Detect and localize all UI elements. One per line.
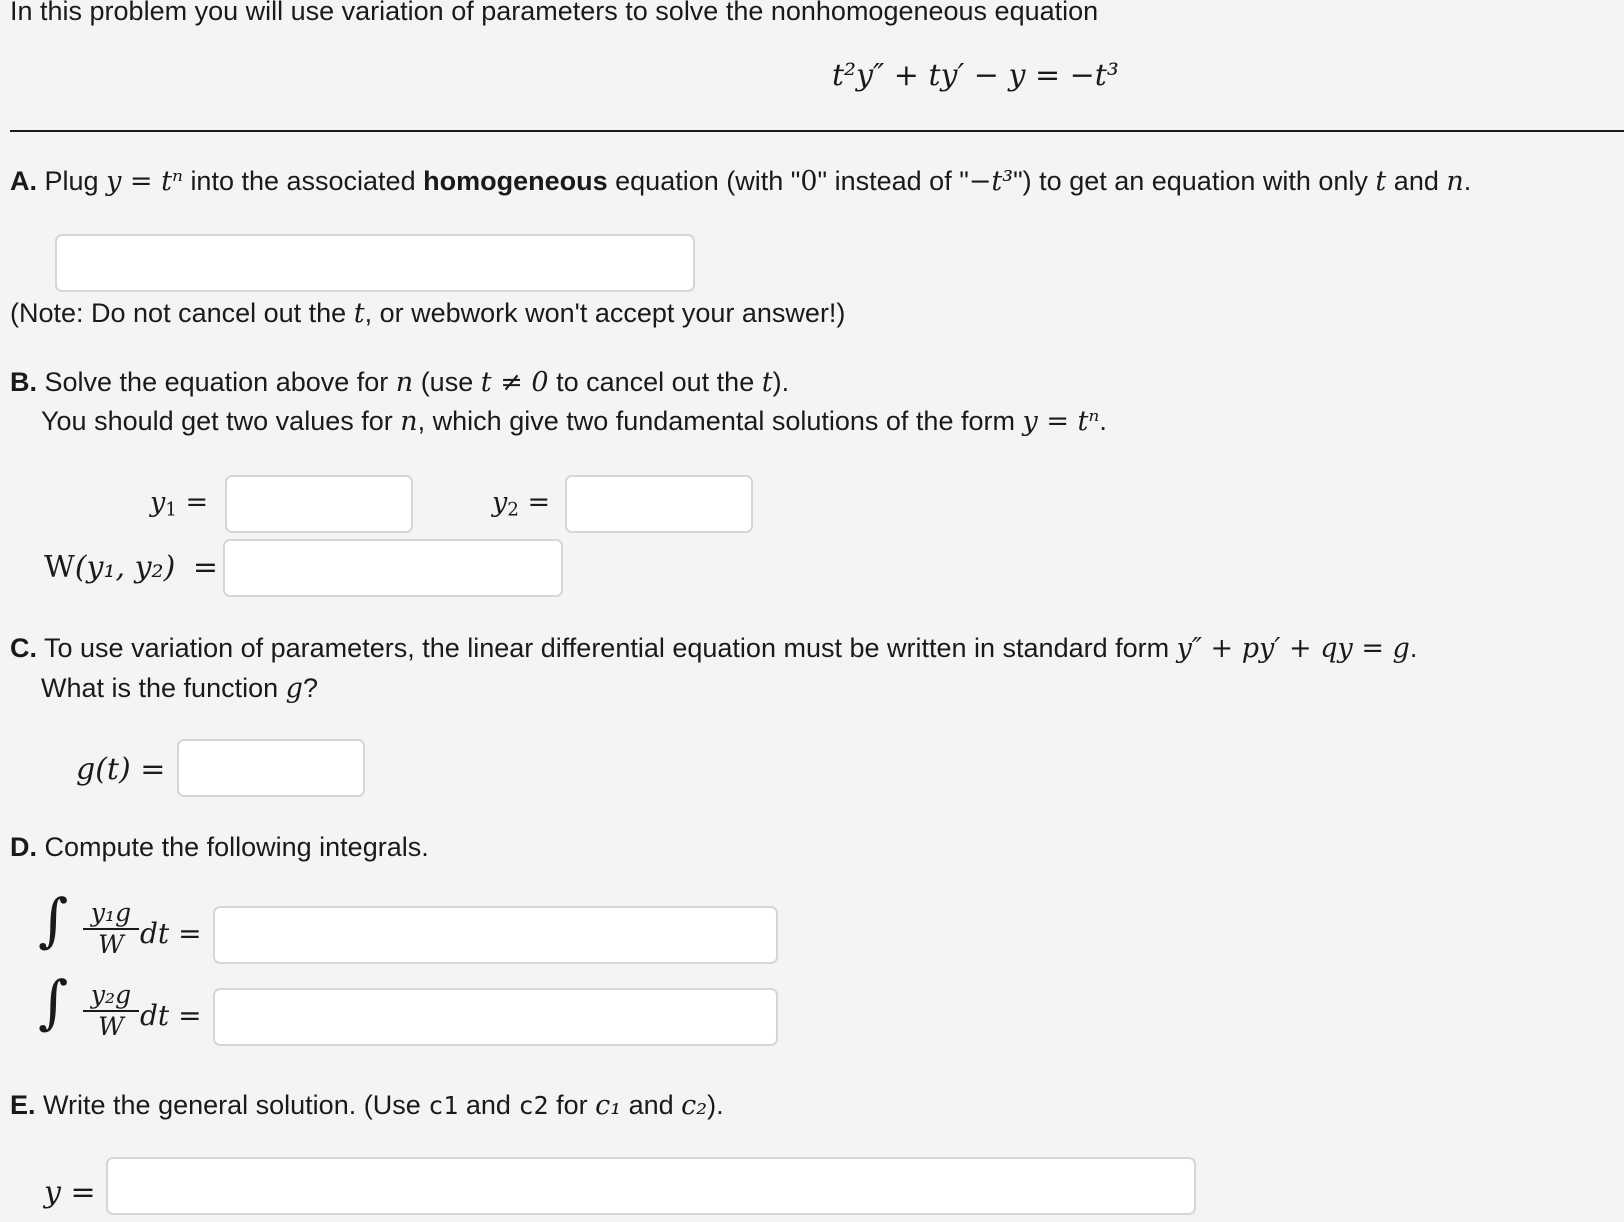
- partC-line2: [41, 673, 318, 704]
- partA-n: n: [1446, 166, 1464, 197]
- y2-answer-input[interactable]: [565, 475, 753, 533]
- partA-neg-t3: −t³: [968, 166, 1014, 197]
- y1-eq: =: [185, 487, 209, 518]
- partB-cond: t ≠ 0: [480, 367, 549, 398]
- partA-math-1: y = tⁿ: [106, 166, 183, 197]
- partE-text-5: ).: [707, 1090, 724, 1120]
- partB-text-1: Solve the equation above for: [44, 367, 389, 397]
- g-answer-input[interactable]: [177, 739, 365, 797]
- w-letter: W: [44, 550, 75, 585]
- partB-text-4: ).: [772, 367, 790, 397]
- partB-line2-1: You should get two values for: [41, 406, 393, 436]
- intro-sentence: In this problem you will use variation of parameters to solve the nonhomogeneous equation: [10, 0, 1099, 26]
- integral-1-sign: ∫: [38, 886, 69, 954]
- partA-answer-input[interactable]: [55, 234, 695, 292]
- general-solution-input[interactable]: [106, 1157, 1196, 1215]
- partA-t: t: [1375, 166, 1387, 197]
- partD-text: Compute the following integrals.: [44, 832, 429, 862]
- partB-label: B.: [10, 367, 37, 397]
- partC-line2-g: g: [285, 673, 303, 704]
- y-label: [44, 1175, 96, 1210]
- partE-prompt: [10, 1090, 724, 1121]
- integral-2-dt: [140, 999, 202, 1032]
- integral-1-dt: [140, 917, 202, 950]
- partC-std-form: y″ + py′ + qy = g: [1176, 633, 1410, 664]
- integral-2-answer-input[interactable]: [213, 988, 778, 1046]
- integral-2-sign: ∫: [38, 968, 69, 1036]
- y2-label: [492, 487, 550, 521]
- main-equation: [832, 58, 1119, 93]
- partA-text-3: equation (with ": [615, 166, 801, 196]
- integral-1-eq: =: [178, 917, 202, 950]
- integral-2-eq: =: [178, 999, 202, 1032]
- partE-c2-math: c₂: [681, 1090, 708, 1121]
- partE-text-2: and: [465, 1090, 511, 1120]
- partE-text-3: for: [556, 1090, 588, 1120]
- partB-text-3: to cancel out the: [556, 367, 755, 397]
- y2-letter: y: [492, 487, 508, 518]
- integral-2-fraction: [83, 980, 139, 1041]
- partD-label: D.: [10, 832, 37, 862]
- integral-2-denominator: W: [98, 1012, 124, 1041]
- partB-line2-form: y = tⁿ: [1022, 406, 1100, 437]
- y1-label: [150, 487, 208, 521]
- integral-1-denominator: W: [98, 930, 124, 959]
- partA-bold: homogeneous: [423, 166, 608, 196]
- y1-sub: 1: [165, 499, 177, 521]
- partA-prompt: [10, 166, 1471, 197]
- partA-note-2: , or webwork won't accept your answer!): [364, 298, 846, 328]
- partB-n: n: [395, 367, 414, 398]
- w-eq: =: [192, 550, 218, 585]
- partA-text-6: and: [1393, 166, 1439, 196]
- partE-c1-math: c₁: [595, 1090, 622, 1121]
- partE-c1-code: c1: [428, 1091, 459, 1120]
- partA-text-4: " instead of ": [817, 166, 969, 196]
- divider: [10, 130, 1624, 132]
- wronskian-answer-input[interactable]: [223, 539, 563, 597]
- integral-1-answer-input[interactable]: [213, 906, 778, 964]
- partE-text-1: Write the general solution. (Use: [43, 1090, 421, 1120]
- partA-note: [10, 298, 845, 329]
- partC-line2-2: ?: [302, 673, 318, 703]
- y2-sub: 2: [507, 499, 519, 521]
- partC-text-1: To use variation of parameters, the linear differential equation must be written in standard form: [44, 633, 1170, 663]
- y2-eq: =: [527, 487, 551, 518]
- y1-letter: y: [150, 487, 166, 518]
- integral-2-numerator: y₂g: [83, 980, 139, 1012]
- intro-text: [10, 0, 1098, 27]
- integral-1-numerator: y₁g: [83, 898, 139, 930]
- partA-note-t: t: [353, 298, 365, 329]
- wronskian-label: [44, 550, 218, 585]
- partA-text-7: .: [1463, 166, 1472, 196]
- partB-line2-n: n: [400, 406, 418, 437]
- partB-line2-2: , which give two fundamental solutions of the form: [417, 406, 1015, 436]
- integral-2-dt-text: dt: [140, 999, 170, 1032]
- y-label-text: y =: [44, 1175, 96, 1210]
- partB-prompt: [10, 367, 789, 398]
- partA-note-1: (Note: Do not cancel out the: [10, 298, 347, 328]
- partE-label: E.: [10, 1090, 36, 1120]
- partA-label: A.: [10, 166, 37, 196]
- partE-text-4: and: [628, 1090, 674, 1120]
- partC-prompt: [10, 633, 1417, 664]
- partC-line2-1: What is the function: [41, 673, 279, 703]
- w-args: (y₁, y₂): [74, 550, 176, 585]
- main-equation-text: t²y″ + ty′ − y = −t³: [832, 58, 1119, 93]
- partA-zero: 0: [800, 166, 818, 197]
- partA-text-5: ") to get an equation with only: [1013, 166, 1368, 196]
- integral-1-fraction: [83, 898, 139, 959]
- integral-1-dt-text: dt: [140, 917, 170, 950]
- partB-text-2: (use: [420, 367, 474, 397]
- g-label-text: g(t) =: [76, 752, 166, 787]
- y1-answer-input[interactable]: [225, 475, 413, 533]
- partC-label: C.: [10, 633, 37, 663]
- partC-text-2: .: [1409, 633, 1418, 663]
- partB-t: t: [761, 367, 773, 398]
- partB-line2-3: .: [1099, 406, 1107, 436]
- partD-prompt: [10, 832, 429, 863]
- partA-text-1: Plug: [44, 166, 99, 196]
- partB-line2: [41, 406, 1107, 437]
- partA-text-2: into the associated: [190, 166, 416, 196]
- partE-c2-code: c2: [518, 1091, 549, 1120]
- g-label: [76, 752, 165, 787]
